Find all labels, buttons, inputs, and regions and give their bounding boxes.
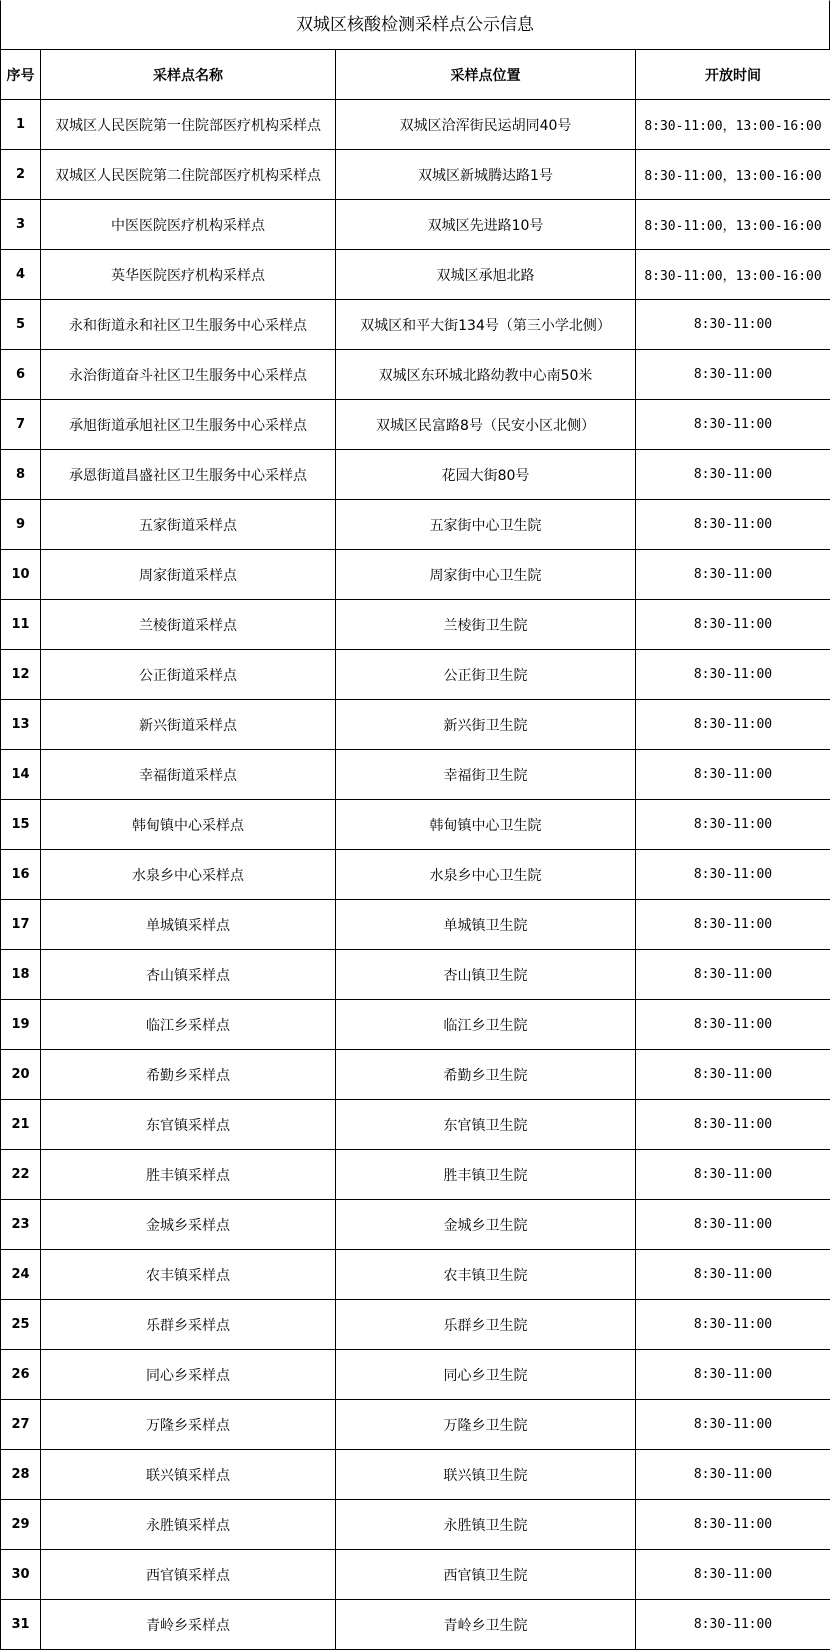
site-name-cell: 胜丰镇采样点 xyxy=(41,1150,336,1200)
row-index-cell: 6 xyxy=(1,350,41,400)
site-name-cell: 东官镇采样点 xyxy=(41,1100,336,1150)
site-location-cell: 青岭乡卫生院 xyxy=(336,1600,636,1650)
site-name-cell: 承旭街道承旭社区卫生服务中心采样点 xyxy=(41,400,336,450)
row-index-cell: 11 xyxy=(1,600,41,650)
site-name-cell: 永治街道奋斗社区卫生服务中心采样点 xyxy=(41,350,336,400)
row-index-cell: 27 xyxy=(1,1400,41,1450)
table-row xyxy=(1,950,830,1000)
opening-hours-cell: 8:30-11:00 xyxy=(636,350,830,400)
table-row xyxy=(1,550,830,600)
site-name-cell: 农丰镇采样点 xyxy=(41,1250,336,1300)
table-header-row xyxy=(1,50,830,100)
row-index-cell: 28 xyxy=(1,1450,41,1500)
header-name: 采样点名称 xyxy=(41,50,336,100)
table-row xyxy=(1,350,830,400)
table-body xyxy=(1,100,830,1650)
site-name-cell: 幸福街道采样点 xyxy=(41,750,336,800)
opening-hours-cell: 8:30-11:00 xyxy=(636,1150,830,1200)
site-location-cell: 双城区承旭北路 xyxy=(336,250,636,300)
table-row xyxy=(1,300,830,350)
opening-hours-cell: 8:30-11:00 xyxy=(636,850,830,900)
row-index-cell: 22 xyxy=(1,1150,41,1200)
site-name-cell: 同心乡采样点 xyxy=(41,1350,336,1400)
opening-hours-cell: 8:30-11:00，13:00-16:00 xyxy=(636,150,830,200)
site-name-cell: 双城区人民医院第一住院部医疗机构采样点 xyxy=(41,100,336,150)
opening-hours-cell: 8:30-11:00，13:00-16:00 xyxy=(636,100,830,150)
site-name-cell: 万隆乡采样点 xyxy=(41,1400,336,1450)
row-index-cell: 19 xyxy=(1,1000,41,1050)
opening-hours-cell: 8:30-11:00 xyxy=(636,1300,830,1350)
site-name-cell: 双城区人民医院第二住院部医疗机构采样点 xyxy=(41,150,336,200)
site-name-cell: 周家街道采样点 xyxy=(41,550,336,600)
row-index-cell: 17 xyxy=(1,900,41,950)
site-location-cell: 公正街卫生院 xyxy=(336,650,636,700)
opening-hours-cell: 8:30-11:00 xyxy=(636,1350,830,1400)
row-index-cell: 24 xyxy=(1,1250,41,1300)
site-name-cell: 西官镇采样点 xyxy=(41,1550,336,1600)
table-row xyxy=(1,1400,830,1450)
opening-hours-cell: 8:30-11:00 xyxy=(636,450,830,500)
site-location-cell: 金城乡卫生院 xyxy=(336,1200,636,1250)
site-location-cell: 双城区先进路10号 xyxy=(336,200,636,250)
table-row xyxy=(1,1550,830,1600)
table-row xyxy=(1,250,830,300)
table-row xyxy=(1,1500,830,1550)
page-title: 双城区核酸检测采样点公示信息 xyxy=(0,0,830,49)
sampling-sites-table xyxy=(0,49,830,1650)
row-index-cell: 1 xyxy=(1,100,41,150)
table-row xyxy=(1,600,830,650)
site-name-cell: 中医医院医疗机构采样点 xyxy=(41,200,336,250)
row-index-cell: 20 xyxy=(1,1050,41,1100)
site-location-cell: 双城区东环城北路幼教中心南50米 xyxy=(336,350,636,400)
table-row xyxy=(1,700,830,750)
row-index-cell: 23 xyxy=(1,1200,41,1250)
table-row xyxy=(1,800,830,850)
site-location-cell: 周家街中心卫生院 xyxy=(336,550,636,600)
site-location-cell: 幸福街卫生院 xyxy=(336,750,636,800)
opening-hours-cell: 8:30-11:00 xyxy=(636,1400,830,1450)
site-location-cell: 韩甸镇中心卫生院 xyxy=(336,800,636,850)
opening-hours-cell: 8:30-11:00 xyxy=(636,600,830,650)
opening-hours-cell: 8:30-11:00 xyxy=(636,1050,830,1100)
opening-hours-cell: 8:30-11:00 xyxy=(636,1250,830,1300)
row-index-cell: 4 xyxy=(1,250,41,300)
site-location-cell: 水泉乡中心卫生院 xyxy=(336,850,636,900)
table-row xyxy=(1,850,830,900)
row-index-cell: 16 xyxy=(1,850,41,900)
row-index-cell: 5 xyxy=(1,300,41,350)
table-row xyxy=(1,200,830,250)
opening-hours-cell: 8:30-11:00 xyxy=(636,900,830,950)
row-index-cell: 10 xyxy=(1,550,41,600)
table-row xyxy=(1,1000,830,1050)
table-row xyxy=(1,1100,830,1150)
header-location: 采样点位置 xyxy=(336,50,636,100)
opening-hours-cell: 8:30-11:00 xyxy=(636,300,830,350)
table-row xyxy=(1,750,830,800)
site-location-cell: 五家街中心卫生院 xyxy=(336,500,636,550)
table-row xyxy=(1,650,830,700)
site-name-cell: 单城镇采样点 xyxy=(41,900,336,950)
site-location-cell: 兰棱街卫生院 xyxy=(336,600,636,650)
site-location-cell: 农丰镇卫生院 xyxy=(336,1250,636,1300)
site-location-cell: 联兴镇卫生院 xyxy=(336,1450,636,1500)
site-location-cell: 西官镇卫生院 xyxy=(336,1550,636,1600)
row-index-cell: 14 xyxy=(1,750,41,800)
site-name-cell: 青岭乡采样点 xyxy=(41,1600,336,1650)
opening-hours-cell: 8:30-11:00 xyxy=(636,800,830,850)
opening-hours-cell: 8:30-11:00 xyxy=(636,1550,830,1600)
site-name-cell: 韩甸镇中心采样点 xyxy=(41,800,336,850)
site-name-cell: 永胜镇采样点 xyxy=(41,1500,336,1550)
site-name-cell: 金城乡采样点 xyxy=(41,1200,336,1250)
site-location-cell: 双城区民富路8号（民安小区北侧） xyxy=(336,400,636,450)
site-name-cell: 杏山镇采样点 xyxy=(41,950,336,1000)
table-row xyxy=(1,900,830,950)
site-name-cell: 公正街道采样点 xyxy=(41,650,336,700)
row-index-cell: 25 xyxy=(1,1300,41,1350)
row-index-cell: 21 xyxy=(1,1100,41,1150)
table-row xyxy=(1,1200,830,1250)
site-location-cell: 希勤乡卫生院 xyxy=(336,1050,636,1100)
table-row xyxy=(1,1450,830,1500)
opening-hours-cell: 8:30-11:00 xyxy=(636,750,830,800)
opening-hours-cell: 8:30-11:00 xyxy=(636,500,830,550)
site-location-cell: 同心乡卫生院 xyxy=(336,1350,636,1400)
site-name-cell: 新兴街道采样点 xyxy=(41,700,336,750)
opening-hours-cell: 8:30-11:00，13:00-16:00 xyxy=(636,250,830,300)
table-row xyxy=(1,1350,830,1400)
row-index-cell: 9 xyxy=(1,500,41,550)
opening-hours-cell: 8:30-11:00 xyxy=(636,1100,830,1150)
opening-hours-cell: 8:30-11:00 xyxy=(636,1000,830,1050)
site-name-cell: 联兴镇采样点 xyxy=(41,1450,336,1500)
site-location-cell: 永胜镇卫生院 xyxy=(336,1500,636,1550)
site-name-cell: 永和街道永和社区卫生服务中心采样点 xyxy=(41,300,336,350)
table-row xyxy=(1,1300,830,1350)
opening-hours-cell: 8:30-11:00 xyxy=(636,650,830,700)
site-name-cell: 临江乡采样点 xyxy=(41,1000,336,1050)
site-name-cell: 希勤乡采样点 xyxy=(41,1050,336,1100)
site-name-cell: 乐群乡采样点 xyxy=(41,1300,336,1350)
table-row xyxy=(1,1600,830,1650)
table-row xyxy=(1,1150,830,1200)
site-location-cell: 双城区和平大街134号（第三小学北侧） xyxy=(336,300,636,350)
row-index-cell: 18 xyxy=(1,950,41,1000)
table-row xyxy=(1,150,830,200)
header-hours: 开放时间 xyxy=(636,50,830,100)
header-index: 序号 xyxy=(1,50,41,100)
row-index-cell: 12 xyxy=(1,650,41,700)
site-location-cell: 乐群乡卫生院 xyxy=(336,1300,636,1350)
table-row xyxy=(1,400,830,450)
row-index-cell: 8 xyxy=(1,450,41,500)
table-row xyxy=(1,1250,830,1300)
table-row xyxy=(1,500,830,550)
site-location-cell: 东官镇卫生院 xyxy=(336,1100,636,1150)
site-location-cell: 杏山镇卫生院 xyxy=(336,950,636,1000)
opening-hours-cell: 8:30-11:00 xyxy=(636,1600,830,1650)
site-location-cell: 双城区新城腾达路1号 xyxy=(336,150,636,200)
opening-hours-cell: 8:30-11:00 xyxy=(636,1500,830,1550)
row-index-cell: 13 xyxy=(1,700,41,750)
row-index-cell: 29 xyxy=(1,1500,41,1550)
site-name-cell: 英华医院医疗机构采样点 xyxy=(41,250,336,300)
table-row xyxy=(1,450,830,500)
opening-hours-cell: 8:30-11:00 xyxy=(636,1450,830,1500)
opening-hours-cell: 8:30-11:00 xyxy=(636,1200,830,1250)
site-location-cell: 单城镇卫生院 xyxy=(336,900,636,950)
table-row xyxy=(1,1050,830,1100)
row-index-cell: 30 xyxy=(1,1550,41,1600)
table-row xyxy=(1,100,830,150)
site-name-cell: 兰棱街道采样点 xyxy=(41,600,336,650)
opening-hours-cell: 8:30-11:00 xyxy=(636,550,830,600)
opening-hours-cell: 8:30-11:00 xyxy=(636,700,830,750)
site-location-cell: 花园大街80号 xyxy=(336,450,636,500)
row-index-cell: 3 xyxy=(1,200,41,250)
opening-hours-cell: 8:30-11:00，13:00-16:00 xyxy=(636,200,830,250)
row-index-cell: 26 xyxy=(1,1350,41,1400)
site-name-cell: 五家街道采样点 xyxy=(41,500,336,550)
opening-hours-cell: 8:30-11:00 xyxy=(636,950,830,1000)
row-index-cell: 15 xyxy=(1,800,41,850)
site-location-cell: 新兴街卫生院 xyxy=(336,700,636,750)
site-location-cell: 双城区洽浑街民运胡同40号 xyxy=(336,100,636,150)
site-name-cell: 承恩街道昌盛社区卫生服务中心采样点 xyxy=(41,450,336,500)
site-name-cell: 水泉乡中心采样点 xyxy=(41,850,336,900)
row-index-cell: 2 xyxy=(1,150,41,200)
row-index-cell: 7 xyxy=(1,400,41,450)
site-location-cell: 胜丰镇卫生院 xyxy=(336,1150,636,1200)
row-index-cell: 31 xyxy=(1,1600,41,1650)
opening-hours-cell: 8:30-11:00 xyxy=(636,400,830,450)
site-location-cell: 万隆乡卫生院 xyxy=(336,1400,636,1450)
site-location-cell: 临江乡卫生院 xyxy=(336,1000,636,1050)
